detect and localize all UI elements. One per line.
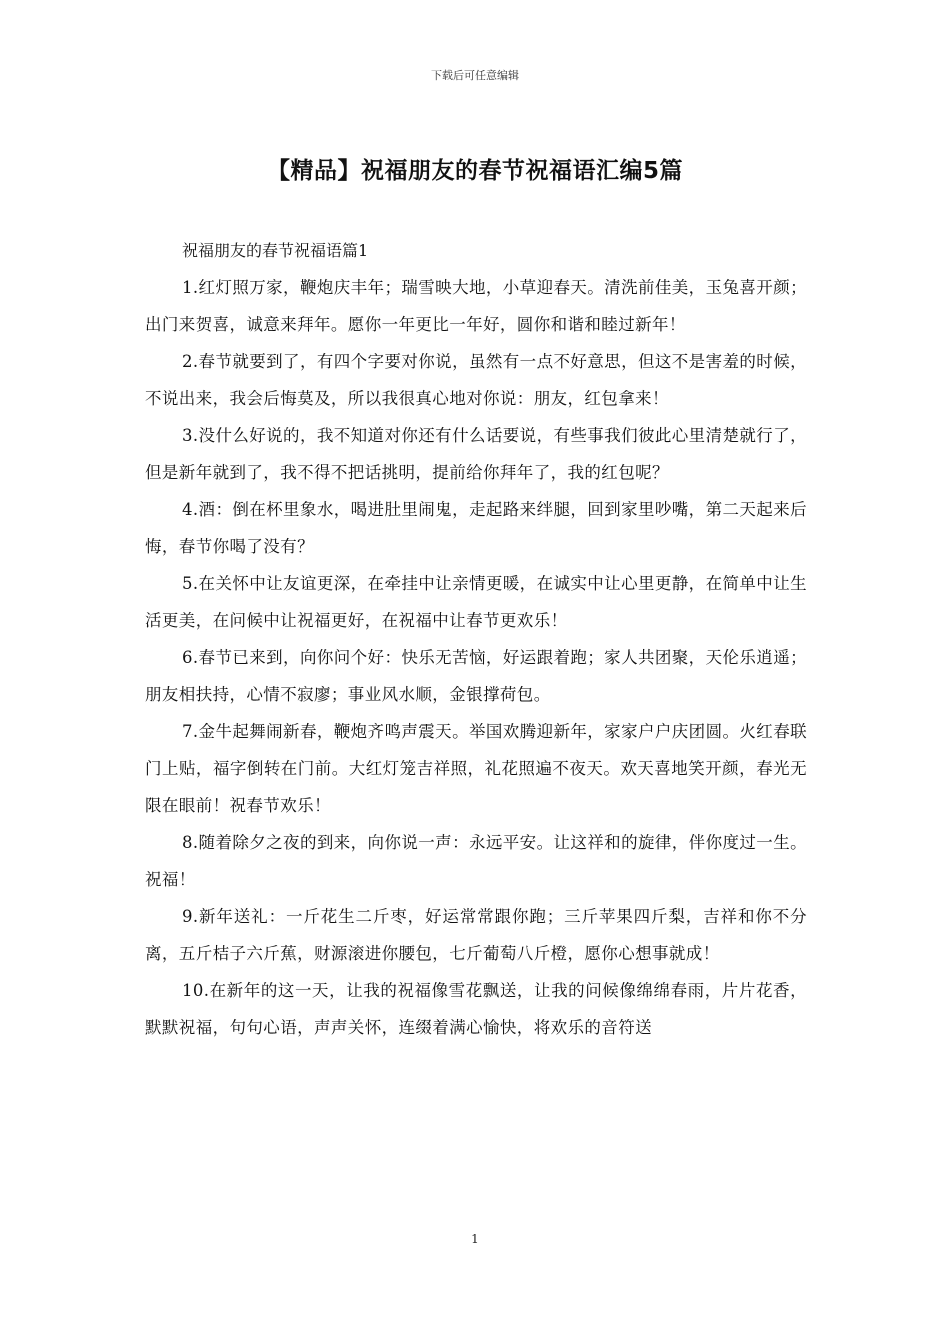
paragraph-1: 1.红灯照万家，鞭炮庆丰年；瑞雪映大地，小草迎春天。清洗前佳美，玉兔喜开颜；出门来贺喜，诚意来拜年。愿你一年更比一年好，圆你和谐和睦过新年！	[145, 278, 807, 334]
document-title: 【精品】祝福朋友的春节祝福语汇编5篇	[266, 158, 683, 184]
paragraph-10: 10.在新年的这一天，让我的祝福像雪花飘送，让我的问候像绵绵春雨，片片花香，默默祝福，句句心语，声声关怀，连缀着满心愉快，将欢乐的音符送	[145, 981, 807, 1037]
paragraph-5: 5.在关怀中让友谊更深，在牵挂中让亲情更暖，在诚实中让心里更静，在简单中让生活更美，在问候中让祝福更好，在祝福中让春节更欢乐！	[145, 574, 807, 630]
paragraph-7: 7.金牛起舞闹新春，鞭炮齐鸣声震天。举国欢腾迎新年，家家户户庆团圆。火红春联门上贴，福字倒转在门前。大红灯笼吉祥照，礼花照遍不夜天。欢天喜地笑开颜，春光无限在眼前！祝春节欢乐！	[145, 722, 807, 815]
paragraph-4: 4.酒：倒在杯里象水，喝进肚里闹鬼，走起路来绊腿，回到家里吵嘴，第二天起来后悔，春节你喝了没有？	[145, 500, 807, 556]
document-body	[145, 232, 807, 1046]
paragraph-2: 2.春节就要到了，有四个字要对你说，虽然有一点不好意思，但这不是害羞的时候，不说出来，我会后悔莫及，所以我很真心地对你说：朋友，红包拿来！	[145, 352, 807, 408]
paragraph-9: 9.新年送礼：一斤花生二斤枣，好运常常跟你跑；三斤苹果四斤梨，吉祥和你不分离，五斤桔子六斤蕉，财源滚进你腰包，七斤葡萄八斤橙，愿你心想事就成！	[145, 907, 807, 963]
paragraph-3: 3.没什么好说的，我不知道对你还有什么话要说，有些事我们彼此心里清楚就行了，但是新年就到了，我不得不把话挑明，提前给你拜年了，我的红包呢？	[145, 426, 807, 482]
paragraph-6: 6.春节已来到，向你问个好：快乐无苦恼，好运跟着跑；家人共团聚，天伦乐逍遥；朋友相扶持，心情不寂廖；事业风水顺，金银撑荷包。	[145, 648, 807, 704]
header-note: 下载后可任意编辑	[431, 69, 519, 82]
section-heading: 祝福朋友的春节祝福语篇1	[182, 241, 369, 260]
page-number: 1	[471, 1232, 479, 1246]
paragraph-8: 8.随着除夕之夜的到来，向你说一声：永远平安。让这祥和的旋律，伴你度过一生。祝福！	[145, 833, 807, 889]
